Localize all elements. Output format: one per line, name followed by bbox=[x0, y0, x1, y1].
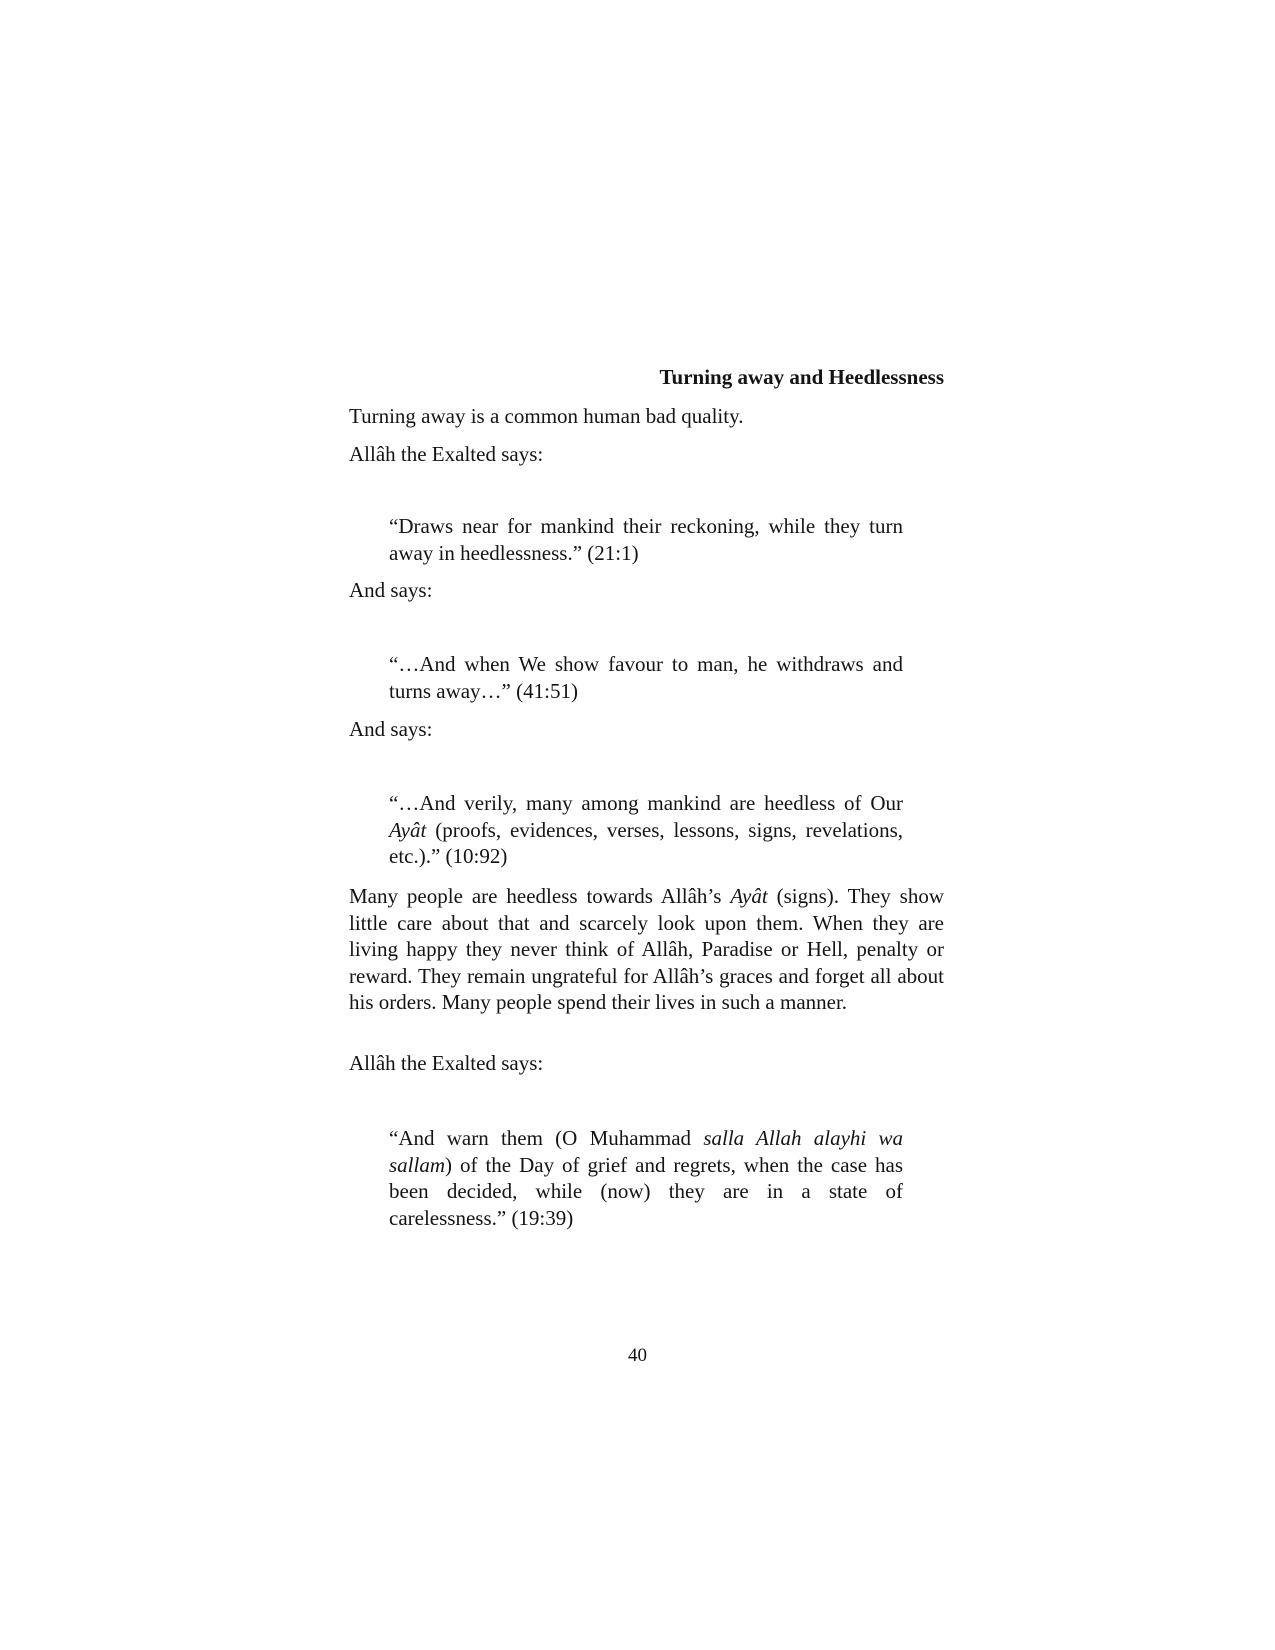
quote-text: ) of the Day of grief and regrets, when the case has been decided, while (now) they are in a state of carelessness.” (19:39) bbox=[389, 1152, 903, 1230]
quote-block bbox=[389, 790, 903, 870]
quote-text: “And warn them (O Muhammad bbox=[389, 1126, 704, 1150]
quote-block bbox=[389, 1125, 903, 1231]
quote-block: “…And when We show favour to man, he withdraws and turns away…” (41:51) bbox=[389, 652, 903, 703]
quote-block: “Draws near for mankind their reckoning, while they turn away in heedlessness.” (21:1) bbox=[389, 514, 903, 565]
quote-italic-term: Ayât bbox=[389, 817, 427, 842]
intro-paragraph: Turning away is a common human bad quality. bbox=[349, 404, 744, 428]
page-number: 40 bbox=[628, 1345, 647, 1366]
paragraph-italic-term: Ayât bbox=[730, 884, 768, 908]
quote-text: (proofs, evidences, verses, lessons, signs, revelations, etc.).” (10:92) bbox=[389, 817, 903, 868]
paragraph-text: (signs). They show little care about that and scarcely look upon them. When they are living happy they never think of Allâh, Paradise or Hell, penalty or reward. They remain ungrateful for Allâh’s graces and forget all about his orders. Many people spend their lives in such a manner. bbox=[349, 884, 944, 1014]
attribution-line: Allâh the Exalted says: bbox=[349, 442, 544, 466]
quote-italic-term: salla Allah alayhi wa sallam bbox=[389, 1126, 903, 1177]
quote-text: “…And verily, many among mankind are heedless of Our bbox=[389, 791, 903, 815]
attribution-line: Allâh the Exalted says: bbox=[349, 1051, 544, 1075]
body-paragraph bbox=[349, 883, 944, 1016]
paragraph-text: Many people are heedless towards Allâh’s bbox=[349, 884, 731, 908]
and-says-line: And says: bbox=[349, 578, 433, 602]
and-says-line: And says: bbox=[349, 717, 433, 741]
section-heading: Turning away and Heedlessness bbox=[659, 365, 944, 389]
